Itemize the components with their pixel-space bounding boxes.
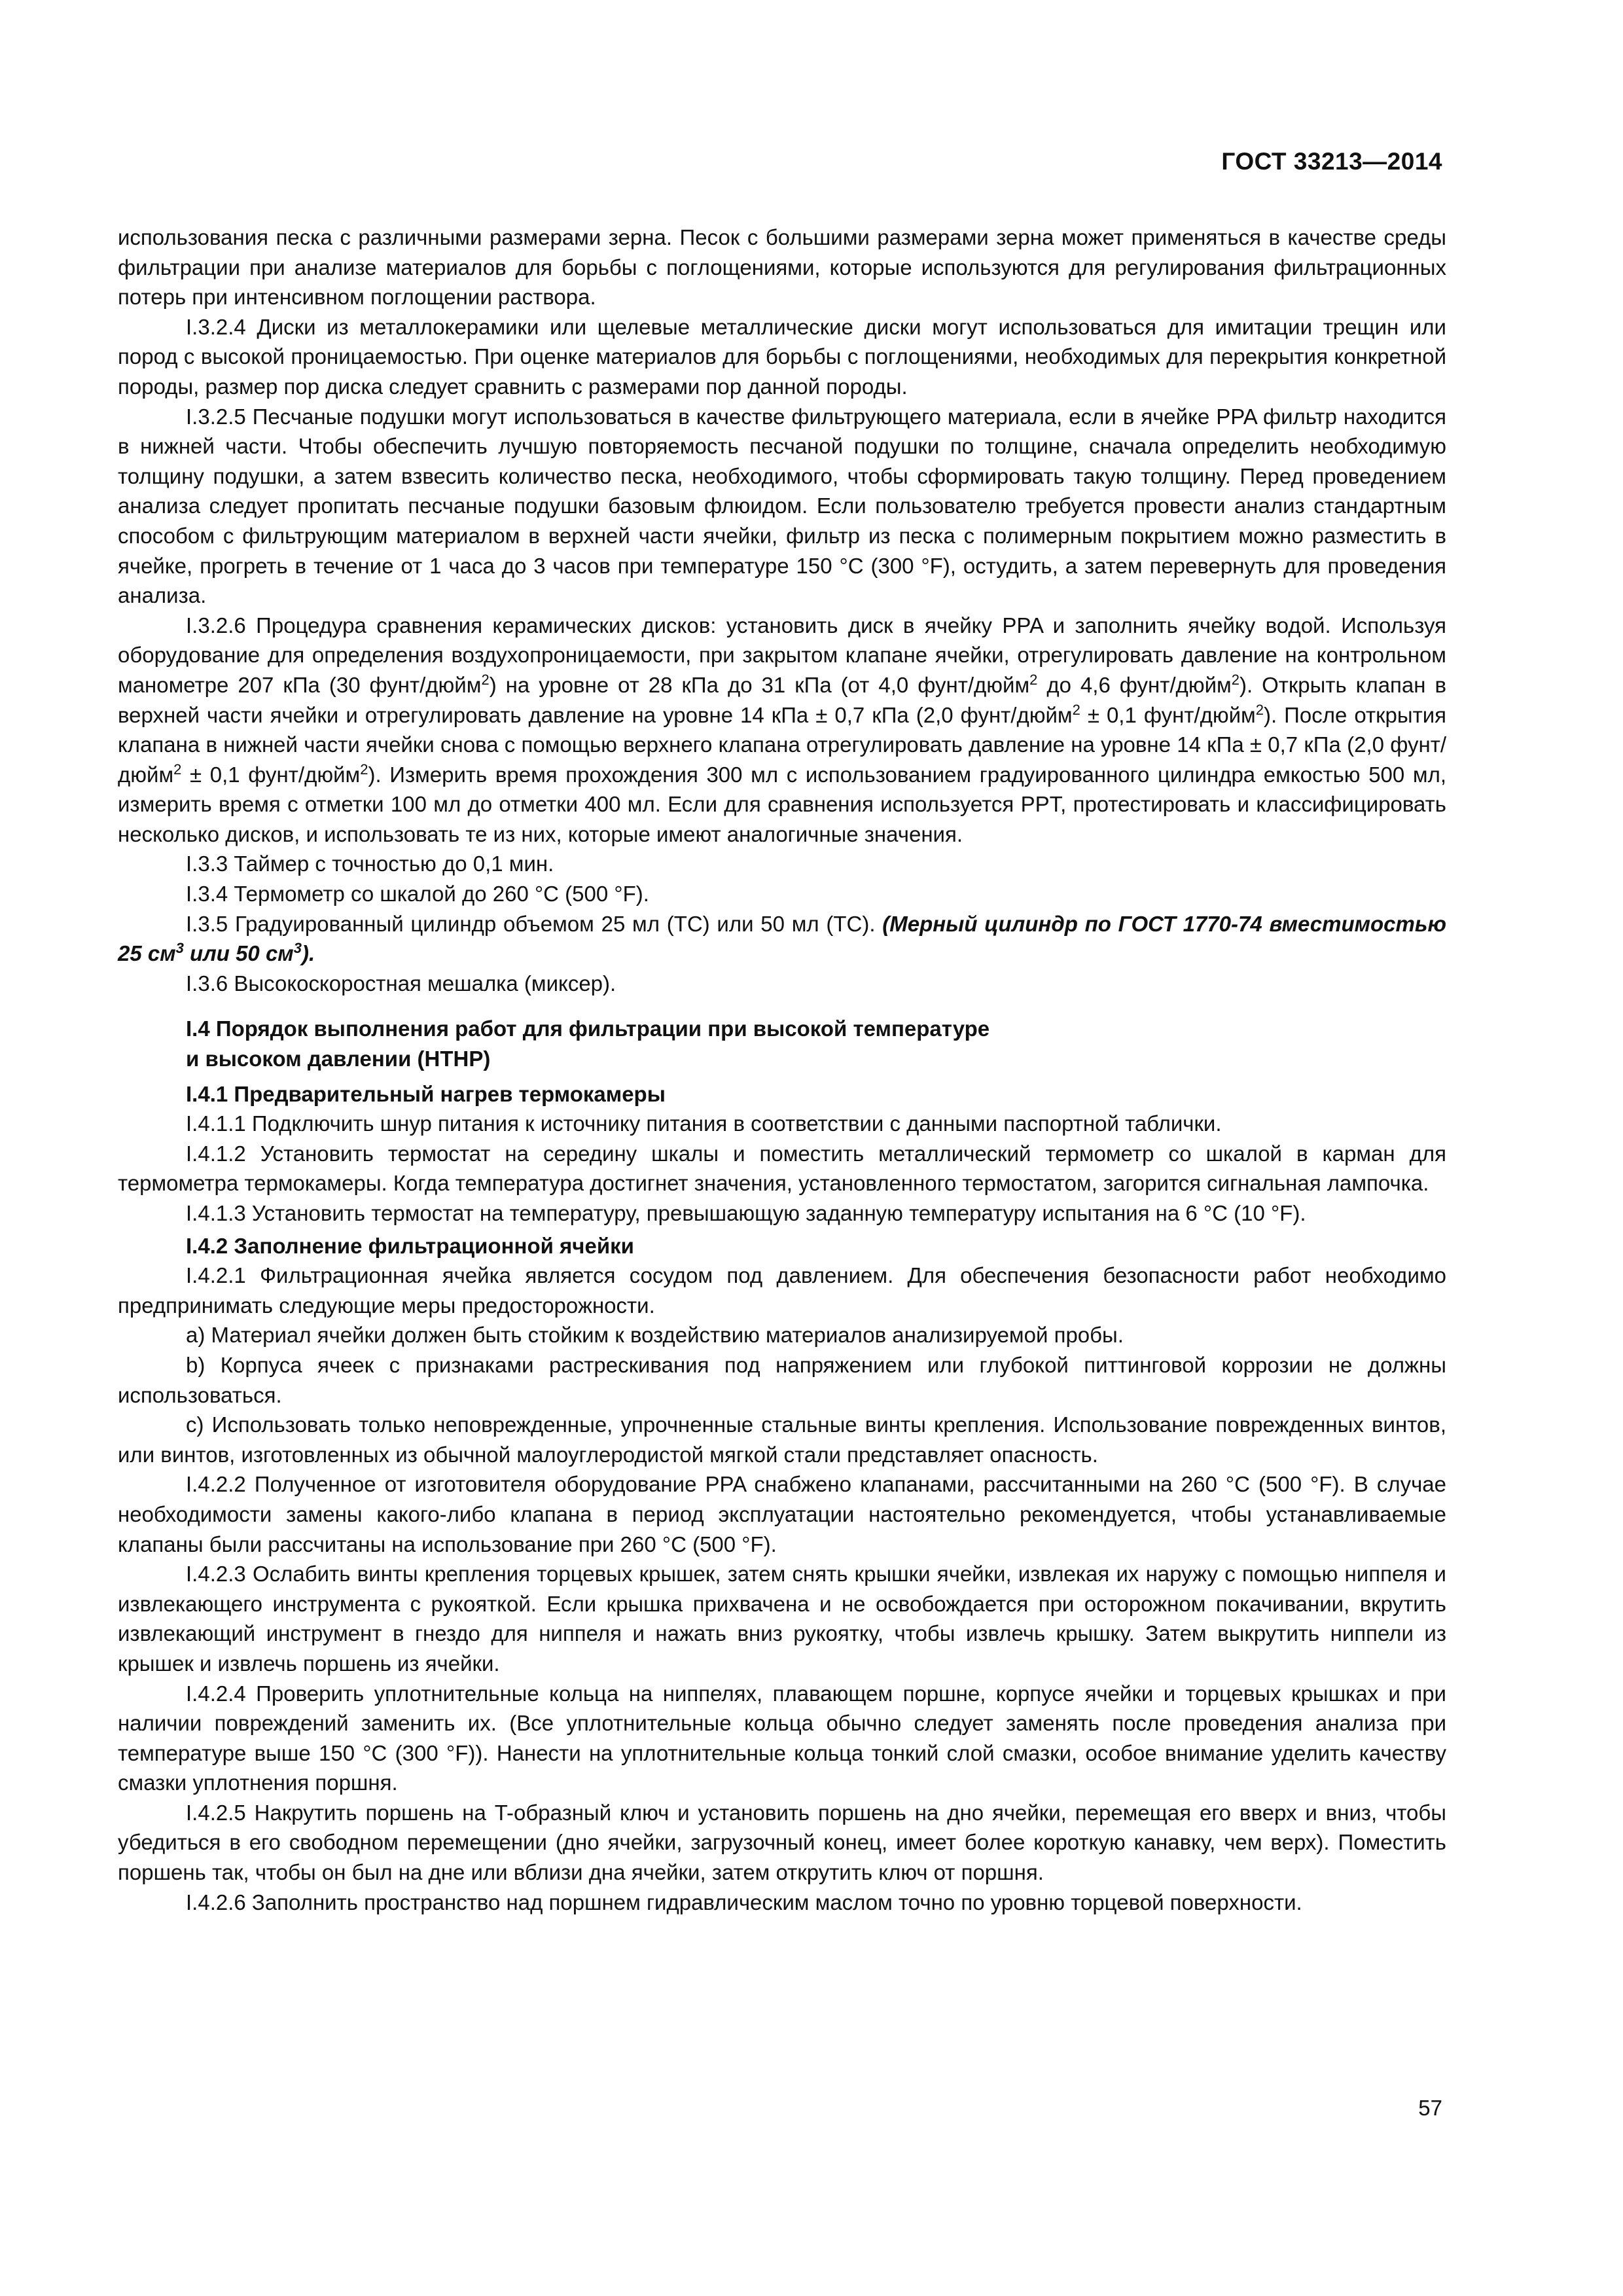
superscript: 3 bbox=[175, 940, 184, 957]
superscript: 2 bbox=[1255, 701, 1264, 718]
text-run: I.3.2.6 Процедура сравнения керамических дисков: установить диск в ячейку PPA и заполнить ячейку водой. Используя оборудование для определения воздухопроницаемости, при закрытом клапане ячейки, отрегулировать давление на контрольном манометре 207 кПа (30 фунт/дюйм bbox=[118, 613, 1446, 697]
paragraph-I-4-2-4: I.4.2.4 Проверить уплотнительные кольца на ниппелях, плавающем поршне, корпусе ячейки и торцевых крышках и при наличии повреждений заменить их. (Все уплотнительные кольца обычно следует заменять после проведения анализа при температуре выше 150 °C (300 °F)). Нанести на уплотнительные кольца тонкий слой смазки, особое внимание уделить качеству смазки уплотнения поршня. bbox=[118, 1681, 1446, 1795]
text-run: до 4,6 фунт/дюйм bbox=[1037, 672, 1232, 697]
paragraph-I-4-1-3: I.4.1.3 Установить термостат на температуру, превышающую заданную температуру испытания на 6 °C (10 °F). bbox=[186, 1201, 1306, 1225]
text-run: ). После открытия клапана в нижней части ячейки снова с помощью верхнего клапана отрегулировать давление на уровне 14 кПа ± 0,7 кПа (2,0 фунт/дюйм bbox=[118, 702, 1447, 787]
paragraph-I-3-2-5: I.3.2.5 Песчаные подушки могут использоваться в качестве фильтрующего материала, если в ячейке PPA фильтр находится в нижней части. Чтобы обеспечить лучшую повторяемость песчаной подушки по толщине, сначала определить необходимую толщину подушки, а затем взвесить количество песка, необходимого, чтобы сформировать такую толщину. Перед проведением анализа следует пропитать песчаные подушки базовым флюидом. Если пользователю требуется провести анализ стандартным способом с фильтрующим материалом в верхней части ячейки, фильтр из песка с полимерным покрытием можно разместить в ячейке, прогреть в течение от 1 часа до 3 часов при температуре 150 °C (300 °F), остудить, а затем перевернуть для проведения анализа. bbox=[118, 404, 1446, 608]
list-item-b: b) Корпуса ячеек с признаками растрескивания под напряжением или глубокой питтинговой коррозии не должны использоваться. bbox=[118, 1352, 1446, 1407]
page-number: 57 bbox=[1418, 2096, 1442, 2120]
text-run: ± 0,1 фунт/дюйм bbox=[181, 762, 361, 787]
superscript: 2 bbox=[1029, 671, 1038, 688]
text-run: ). Открыть клапан в верхней части ячейки и отрегулировать давление на уровне 14 кПа ± 0,7 кПа (2,0 фунт/дюйм bbox=[118, 672, 1447, 727]
heading-line: и высоком давлении (HTHP) bbox=[186, 1047, 491, 1071]
document-code-header: ГОСТ 33213—2014 bbox=[1221, 148, 1442, 175]
paragraph-I-3-2-4: I.3.2.4 Диски из металлокерамики или щелевые металлические диски могут использоваться для имитации трещин или пород с высокой проницаемостью. При оценке материалов для борьбы с поглощениями, необходимых для перекрытия конкретной породы, размер пор диска следует сравнить с размерами пор данной породы. bbox=[118, 314, 1446, 399]
superscript: 2 bbox=[1231, 671, 1240, 688]
superscript: 2 bbox=[360, 761, 368, 778]
subsection-heading-I-4-2: I.4.2 Заполнение фильтрационной ячейки bbox=[186, 1233, 634, 1258]
paragraph-I-4-2-1: I.4.2.1 Фильтрационная ячейка является сосудом под давлением. Для обеспечения безопасности работ необходимо предпринимать следующие меры предосторожности. bbox=[118, 1263, 1446, 1318]
paragraph-I-4-2-5: I.4.2.5 Накрутить поршень на T-образный ключ и установить поршень на дно ячейки, перемещая его вверх и вниз, чтобы убедиться в его свободном перемещении (дно ячейки, загрузочный конец, имеет более короткую канавку, чем верх). Поместить поршень так, чтобы он был на дне или вблизи дна ячейки, затем открутить ключ от поршня. bbox=[118, 1800, 1446, 1885]
paragraph-continued: использования песка с различными размерами зерна. Песок с большими размерами зерна может применяться в качестве среды фильтрации при анализе материалов для борьбы с поглощениями, которые используются для регулирования фильтрационных потерь при интенсивном поглощении раствора. bbox=[118, 225, 1446, 310]
paragraph-I-4-1-2: I.4.1.2 Установить термостат на середину шкалы и поместить металлический термометр со шкалой в карман для термометра термокамеры. Когда температура достигнет значения, установленного термостатом, загорится сигнальная лампочка. bbox=[118, 1141, 1446, 1196]
paragraph-I-3-4: I.3.4 Термометр со шкалой до 260 °C (500 °F). bbox=[186, 882, 649, 906]
paragraph-I-3-3: I.3.3 Таймер с точностью до 0,1 мин. bbox=[186, 852, 554, 876]
superscript: 2 bbox=[1072, 701, 1080, 718]
list-item-c: c) Использовать только неповрежденные, упрочненные стальные винты крепления. Использование поврежденных винтов, или винтов, изготовленных из обычной малоуглеродистой мягкой стали представляет опасность. bbox=[118, 1412, 1446, 1467]
text-run: (Мерный цилиндр по ГОСТ 1770-74 вместимостью 25 см bbox=[118, 911, 1446, 966]
superscript: 2 bbox=[173, 761, 182, 778]
list-item-a: a) Материал ячейки должен быть стойким к воздействию материалов анализируемой пробы. bbox=[186, 1323, 1124, 1348]
section-heading-I-4 bbox=[118, 1014, 1446, 1073]
text-run: I.3.5 Градуированный цилиндр объемом 25 мл (TC) или 50 мл (TC). bbox=[186, 911, 883, 936]
text-run: ). Измерить время прохождения 300 мл с использованием градуированного цилиндра емкостью 500 мл, измерить время с отметки 100 мл до отметки 400 мл. Если для сравнения используется PPT, протестировать и классифицировать несколько дисков, и использовать те из них, которые имеют аналогичные значения. bbox=[118, 762, 1446, 846]
paragraph-I-4-2-6: I.4.2.6 Заполнить пространство над поршнем гидравлическим маслом точно по уровню торцевой поверхности. bbox=[186, 1890, 1302, 1914]
text-run: ± 0,1 фунт/дюйм bbox=[1080, 702, 1256, 727]
heading-line: I.4 Порядок выполнения работ для фильтрации при высокой температуре bbox=[186, 1016, 990, 1041]
paragraph-I-4-1-1: I.4.1.1 Подключить шнур питания к источнику питания в соответствии с данными паспортной таблички. bbox=[186, 1111, 1222, 1136]
paragraph-I-4-2-2: I.4.2.2 Полученное от изготовителя оборудование PPA снабжено клапанами, рассчитанными на 260 °C (500 °F). В случае необходимости замены какого-либо клапана в период эксплуатации настоятельно рекомендуется, чтобы устанавливаемые клапаны были рассчитаны на использование при 260 °C (500 °F). bbox=[118, 1472, 1446, 1556]
text-run: ). bbox=[301, 941, 315, 966]
paragraph-I-4-2-3: I.4.2.3 Ослабить винты крепления торцевых крышек, затем снять крышки ячейки, извлекая их наружу с помощью ниппеля и извлекающего инструмента с рукояткой. Если крышка прихвачена и не освобождается при осторожном покачивании, вкрутить извлекающий инструмент в гнездо для ниппеля и нажать вниз рукоятку, чтобы извлечь крышку. Затем выкрутить ниппели из крышек и извлечь поршень из ячейки. bbox=[118, 1562, 1446, 1676]
subsection-heading-I-4-1: I.4.1 Предварительный нагрев термокамеры bbox=[186, 1081, 666, 1106]
paragraph-I-3-6: I.3.6 Высокоскоростная мешалка (миксер). bbox=[186, 971, 616, 996]
paragraph-I-3-5 bbox=[118, 909, 1446, 969]
superscript: 2 bbox=[481, 671, 490, 688]
page-body bbox=[118, 223, 1446, 1917]
text-run: ) на уровне от 28 кПа до 31 кПа (от 4,0 фунт/дюйм bbox=[489, 672, 1030, 697]
paragraph-I-3-2-6 bbox=[118, 611, 1446, 850]
superscript: 3 bbox=[293, 940, 302, 957]
text-run: или 50 см bbox=[183, 941, 294, 966]
